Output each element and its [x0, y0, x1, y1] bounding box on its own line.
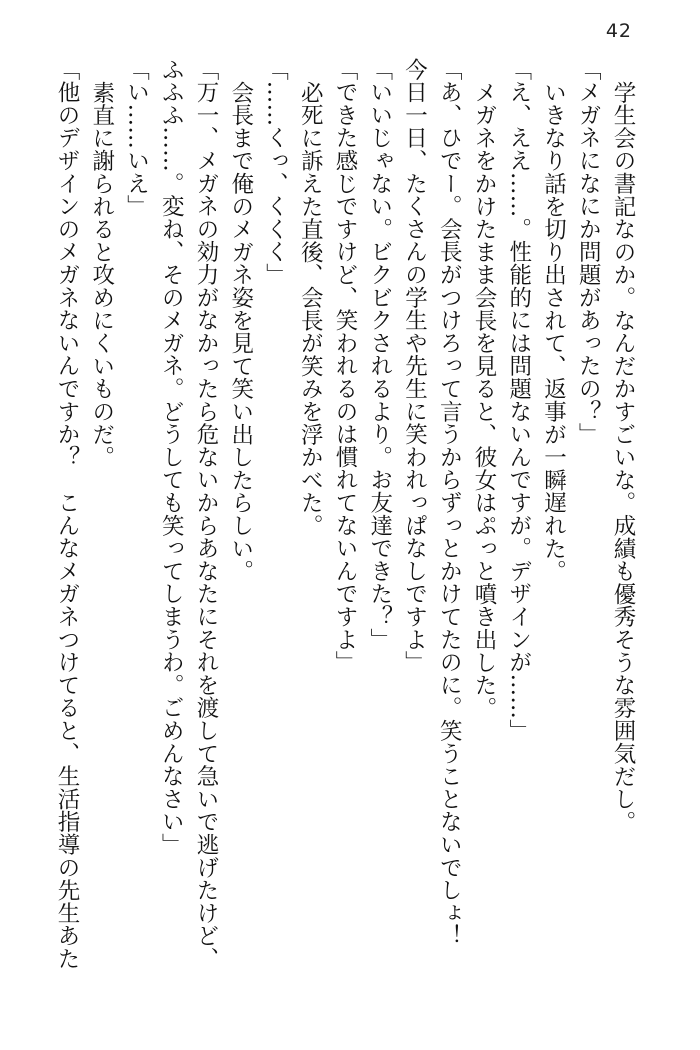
- paragraph: 「い……いえ」: [123, 58, 150, 218]
- paragraph: 「……くっ、くくく」: [262, 58, 289, 286]
- paragraph: 「メガネになにか問題があったの？」: [575, 58, 602, 446]
- paragraph: 学生会の書記なのか。なんだかすごいな。成績も優秀そうな雰囲気だし。: [610, 80, 636, 833]
- paragraph: 今日一日、たくさんの学生や先生に笑われっぱなしですよ」: [401, 58, 428, 674]
- paragraph: 「できた感じですけど、笑われるのは慣れてないんですよ」: [332, 58, 358, 674]
- paragraph: 「万一、メガネの効力がなかったら危ないからあなたにそれを渡して急いで逃げたけど、: [193, 58, 219, 970]
- paragraph: 素直に謝られると攻めにくいものだ。: [88, 80, 115, 469]
- page-number: 42: [605, 20, 632, 42]
- paragraph: 必死に訴えた直後、会長が笑みを浮かべた。: [297, 80, 324, 537]
- vertical-text-body: [50, 58, 640, 1033]
- paragraph: 「あ、ひでー。会長がつけろって言うからずっとかけてたのに。笑うことないでしょ！: [436, 58, 463, 948]
- paragraph: 会長まで俺のメガネ姿を見て笑い出したらしい。: [227, 80, 254, 583]
- paragraph: 「え、ええ……。性能的には問題ないんですが。デザインが……」: [505, 58, 532, 742]
- paragraph: 「他のデザインのメガネないんですか？ こんなメガネつけてると、生活指導の先生あた: [54, 58, 80, 970]
- paragraph: ふふふ……。変ね、そのメガネ。どうしても笑ってしまうわ。ごめんなさい」: [158, 58, 185, 856]
- paragraph: 「いいじゃない。ビクビクされるより。お友達できた？」: [366, 58, 393, 651]
- paragraph: メガネをかけたまま会長を見ると、彼女はぷっと噴き出した。: [471, 80, 497, 719]
- paragraph: いきなり話を切り出されて、返事が一瞬遅れた。: [540, 80, 567, 583]
